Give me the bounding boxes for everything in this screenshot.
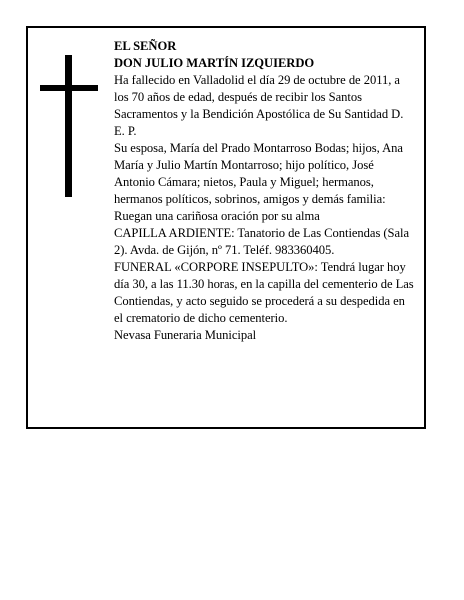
- family-paragraph: Su esposa, María del Prado Montarroso Bodas; hijos, Ana María y Julio Martín Montarroso; hijo político, José Antonio Cámara; nietos, Paula y Miguel; hermanos, hermanos políticos, sobrinos, amigos y demás familia:: [114, 141, 403, 206]
- deceased-name: DON JULIO MARTÍN IZQUIERDO: [114, 56, 315, 70]
- death-paragraph: Ha fallecido en Valladolid el día 29 de octubre de 2011, a los 70 años de edad, después de recibir los Santos Sacramentos y la Bendición Apostólica de Su Santidad D. E. P.: [114, 73, 404, 138]
- title-line-1: EL SEÑOR: [114, 39, 177, 53]
- funeral-paragraph: FUNERAL «CORPORE INSEPULTO»: Tendrá lugar hoy día 30, a las 11.30 horas, en la capilla del cementerio de Las Contiendas, y acto seguido se procederá a su despedida en el crematorio de dicho cementerio.: [114, 260, 414, 325]
- cross-vertical-bar: [65, 55, 72, 197]
- cross-horizontal-bar: [40, 85, 98, 91]
- obituary-text: [114, 38, 414, 344]
- latin-cross-icon: [40, 55, 98, 197]
- funeral-home: Nevasa Funeraria Municipal: [114, 328, 257, 342]
- chapel-paragraph: CAPILLA ARDIENTE: Tanatorio de Las Contiendas (Sala 2). Avda. de Gijón, nº 71. Teléf. 983360405.: [114, 226, 410, 257]
- prayer-line: Ruegan una cariñosa oración por su alma: [114, 209, 320, 223]
